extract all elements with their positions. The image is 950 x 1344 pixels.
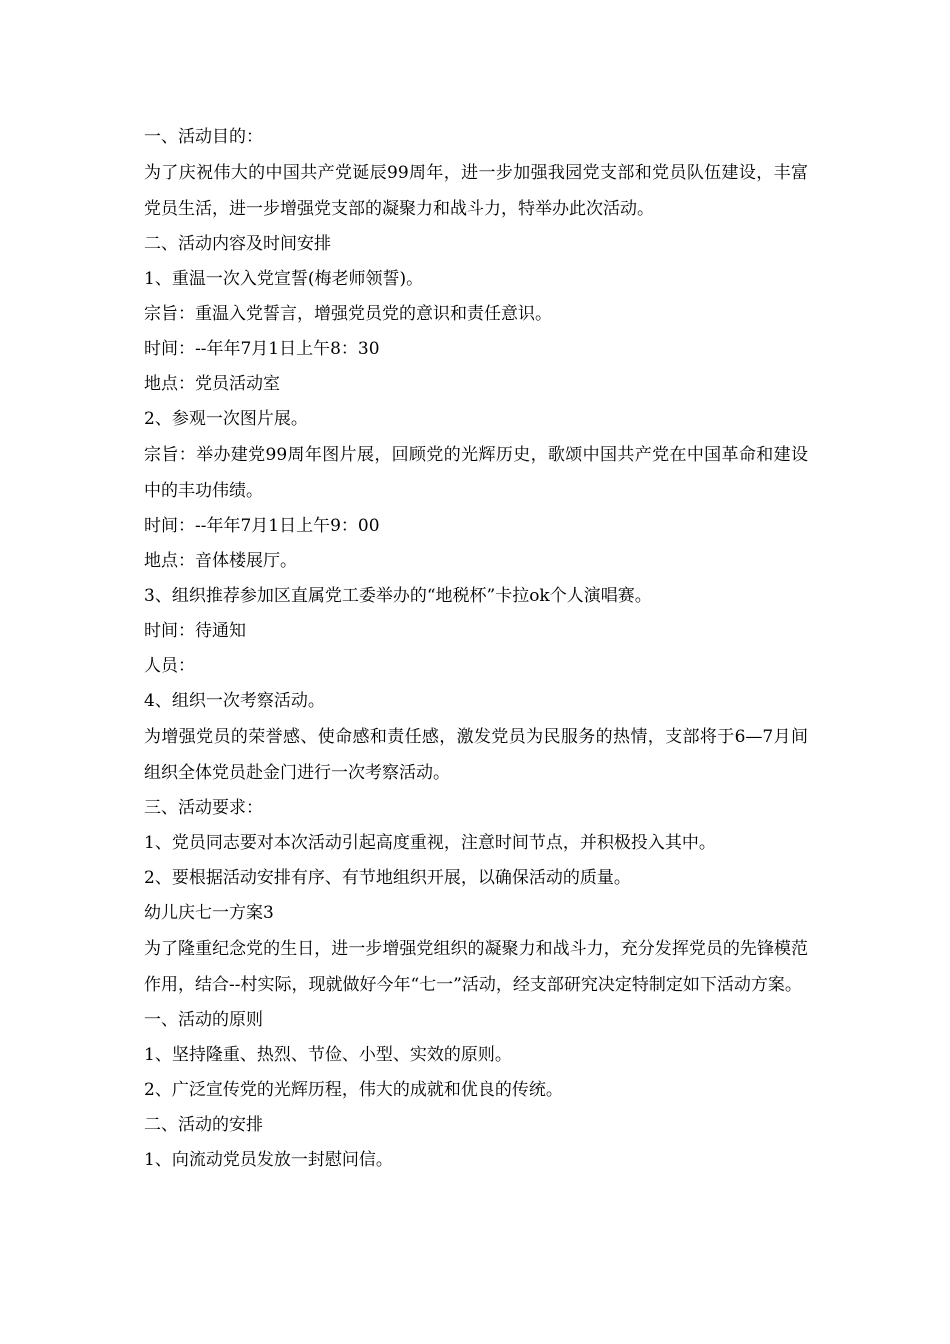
requirement-2: 2、要根据活动安排有序、有节地组织开展，以确保活动的质量。 [144, 868, 631, 888]
section-heading-arrangement: 二、活动的安排 [144, 1115, 263, 1135]
item-exhibition-location: 地点：音体楼展厅。 [144, 551, 297, 571]
item-oath-location: 地点：党员活动室 [144, 374, 280, 394]
section-heading-principles: 一、活动的原则 [144, 1010, 263, 1030]
item-inspection-description: 为增强党员的荣誉感、使命感和责任感，激发党员为民服务的热情，支部将于6—7月间组织全体党员赴金门进行一次考察活动。 [144, 727, 808, 783]
paragraph-purpose: 为了庆祝伟大的中国共产党诞辰99周年，进一步加强我园党支部和党员队伍建设，丰富党员生活，进一步增强党支部的凝聚力和战斗力，特举办此次活动。 [144, 163, 808, 219]
requirement-1: 1、党员同志要对本次活动引起高度重视，注意时间节点，并积极投入其中。 [144, 833, 716, 853]
item-exhibition-time: 时间：--年年7月1日上午9：00 [144, 516, 380, 536]
item-oath: 1、重温一次入党宣誓(梅老师领誓)。 [144, 269, 424, 289]
item-karaoke: 3、组织推荐参加区直属党工委举办的“地税杯”卡拉ok个人演唱赛。 [144, 586, 652, 606]
item-oath-purpose: 宗旨：重温入党誓言，增强党员党的意识和责任意识。 [144, 304, 552, 324]
plan-intro: 为了隆重纪念党的生日，进一步增强党组织的凝聚力和战斗力，充分发挥党员的先锋模范作用，结合--村实际，现就做好今年“七一”活动，经支部研究决定特制定如下活动方案。 [144, 939, 808, 995]
document-body [144, 120, 808, 1178]
principle-1: 1、坚持隆重、热烈、节俭、小型、实效的原则。 [144, 1045, 512, 1065]
item-karaoke-personnel: 人员： [144, 656, 195, 676]
section-heading-requirements: 三、活动要求： [144, 798, 263, 818]
arrangement-1: 1、向流动党员发放一封慰问信。 [144, 1150, 393, 1170]
item-exhibition: 2、参观一次图片展。 [144, 409, 308, 429]
principle-2: 2、广泛宣传党的光辉历程，伟大的成就和优良的传统。 [144, 1080, 563, 1100]
section-heading-content-schedule: 二、活动内容及时间安排 [144, 234, 331, 254]
item-oath-time: 时间：--年年7月1日上午8：30 [144, 339, 380, 359]
item-karaoke-time: 时间：待通知 [144, 621, 246, 641]
plan-title: 幼儿庆七一方案3 [144, 903, 274, 923]
item-inspection: 4、组织一次考察活动。 [144, 691, 325, 711]
item-exhibition-purpose: 宗旨：举办建党99周年图片展，回顾党的光辉历史，歌颂中国共产党在中国革命和建设中的丰功伟绩。 [144, 445, 808, 501]
section-heading-purpose: 一、活动目的： [144, 127, 263, 147]
